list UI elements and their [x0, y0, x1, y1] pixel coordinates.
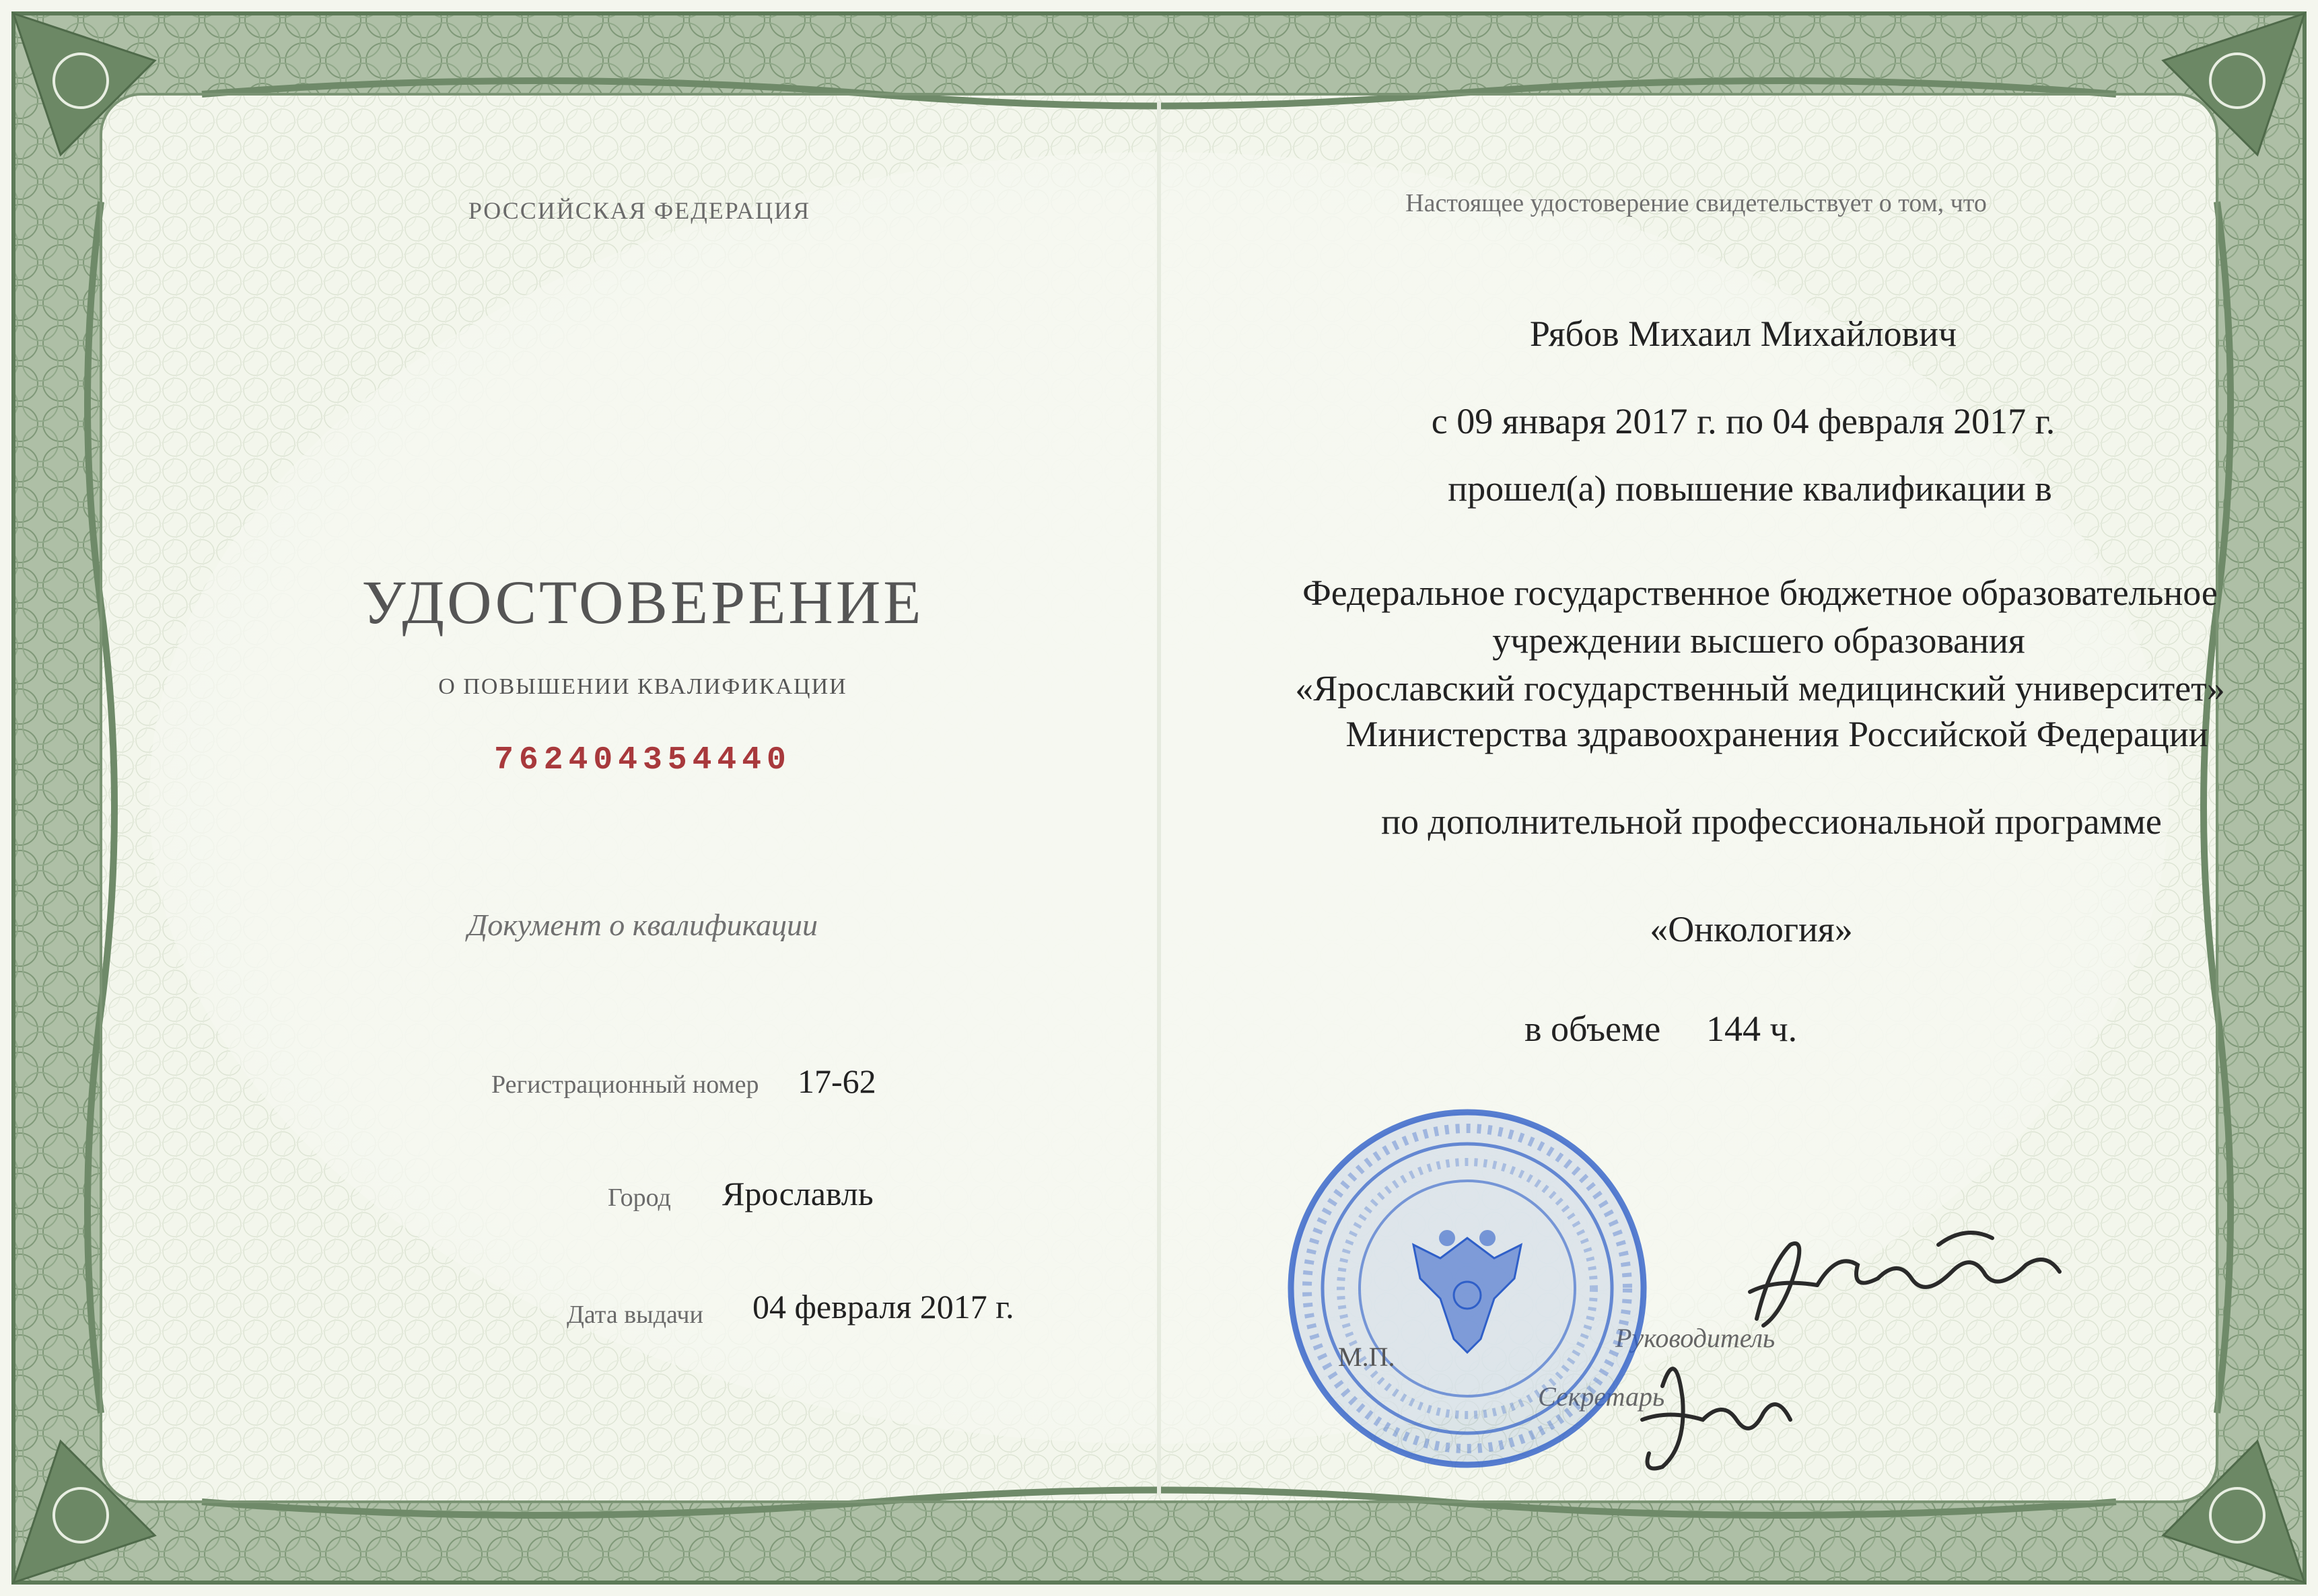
organization-line: Федеральное государственное бюджетное образовательное: [1302, 573, 2218, 613]
organization-line: «Ярославский государственный медицинский университет»: [1295, 668, 2225, 709]
certificate-number: 762404354440: [494, 742, 792, 778]
secretary-signature-icon: [1642, 1369, 1790, 1468]
volume-value: 144 ч.: [1706, 1009, 1798, 1049]
organization-line: учреждении высшего образования: [1492, 620, 2025, 661]
registration-number-value: 17-62: [798, 1062, 876, 1100]
head-signature-label: Руководитель: [1615, 1323, 1776, 1353]
training-period: с 09 января 2017 г. по 04 февраля 2017 г.: [1431, 401, 2056, 441]
registration-number-label: Регистрационный номер: [491, 1071, 759, 1099]
seal-place-label: М.П.: [1338, 1342, 1395, 1372]
country-heading: РОССИЙСКАЯ ФЕДЕРАЦИЯ: [468, 197, 811, 224]
document-subtitle: О ПОВЫШЕНИИ КВАЛИФИКАЦИИ: [438, 674, 847, 699]
secretary-signature-label: Секретарь: [1538, 1381, 1665, 1412]
city-value: Ярославль: [722, 1175, 874, 1212]
volume-label: в объеме: [1524, 1009, 1661, 1049]
official-seal-icon: [1291, 1112, 1644, 1465]
program-label: по дополнительной профессиональной программе: [1381, 801, 2162, 842]
program-name: «Онкология»: [1650, 909, 1853, 949]
issue-date-label: Дата выдачи: [567, 1301, 703, 1329]
document-title: УДОСТОВЕРЕНИЕ: [361, 568, 924, 637]
city-label: Город: [608, 1184, 671, 1212]
document-type: Документ о квалификации: [467, 908, 818, 942]
head-signature-icon: [1750, 1233, 2060, 1326]
passed-statement: прошел(а) повышение квалификации в: [1448, 468, 2052, 509]
holder-name: Рябов Михаил Михайлович: [1529, 314, 1957, 354]
organization-line: Министерства здравоохранения Российской Федерации: [1345, 714, 2208, 754]
intro-text: Настоящее удостоверение свидетельствует о том, что: [1405, 189, 1987, 217]
issue-date-value: 04 февраля 2017 г.: [752, 1288, 1014, 1326]
